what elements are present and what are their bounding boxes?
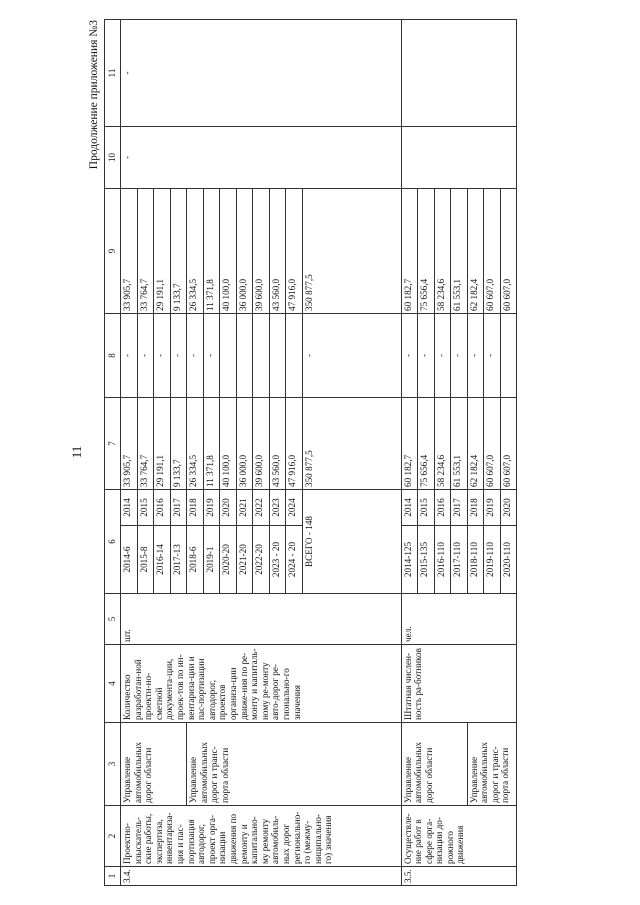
year: 2014 xyxy=(121,490,138,526)
cell-federal xyxy=(500,314,517,398)
target-code: 2016-110 xyxy=(434,526,451,594)
program-table xyxy=(104,19,517,886)
cell-regional: 60 607,0 xyxy=(500,189,517,314)
executor: Управление автомобильных дорог области xyxy=(401,723,467,806)
year: 2019 xyxy=(484,490,501,526)
total-sum: 350 877,5 xyxy=(302,398,401,490)
target-code: 2016-14 xyxy=(154,526,171,594)
year: 2023 xyxy=(269,490,286,526)
target-code: 2015-8 xyxy=(137,526,154,594)
target-code: 2017-110 xyxy=(451,526,468,594)
year: 2022 xyxy=(253,490,270,526)
target-code: 2022-20 xyxy=(253,526,270,594)
cell-total: 29 191,1 xyxy=(154,398,171,490)
target-code: 2018-6 xyxy=(187,526,204,594)
cell-federal: - xyxy=(137,314,154,398)
cell-regional: 61 553,1 xyxy=(451,189,468,314)
cell-local: - xyxy=(121,127,402,189)
cell-regional: 11 371,8 xyxy=(203,189,220,314)
year: 2016 xyxy=(154,490,171,526)
cell-federal: - xyxy=(484,314,501,398)
row-number: 3.4. xyxy=(121,867,402,886)
cell-federal: - xyxy=(467,314,484,398)
target-code: 2017-13 xyxy=(170,526,187,594)
year: 2015 xyxy=(418,490,435,526)
cell-total: 33 764,7 xyxy=(137,398,154,490)
cell-regional: 40 100,0 xyxy=(220,189,237,314)
cell-federal: - xyxy=(121,314,138,398)
cell-regional: 26 334,5 xyxy=(187,189,204,314)
target-code: 2020-110 xyxy=(500,526,517,594)
cell-federal: - xyxy=(170,314,187,398)
cell-total: 11 371,8 xyxy=(203,398,220,490)
unit: шт. xyxy=(121,594,402,645)
col-header-3: 3 xyxy=(105,723,121,806)
col-header-1: 1 xyxy=(105,867,121,886)
target-code: 2018-110 xyxy=(467,526,484,594)
target-code: 2019-1 xyxy=(203,526,220,594)
cell-total: 33 905,7 xyxy=(121,398,138,490)
cell-total: 60 607,0 xyxy=(484,398,501,490)
cell-other xyxy=(401,20,517,127)
unit: чел. xyxy=(401,594,517,645)
col-header-2: 2 xyxy=(105,806,121,867)
year: 2017 xyxy=(451,490,468,526)
col-header-5: 5 xyxy=(105,594,121,645)
cell-federal: - xyxy=(203,314,220,398)
cell-regional: 33 905,7 xyxy=(121,189,138,314)
col-header-7: 7 xyxy=(105,398,121,490)
cell-total: 58 234,6 xyxy=(434,398,451,490)
cell-regional: 43 560,0 xyxy=(269,189,286,314)
cell-federal: - xyxy=(401,314,418,398)
cell-federal xyxy=(269,314,286,398)
cell-total: 43 560,0 xyxy=(269,398,286,490)
cell-total: 62 182,4 xyxy=(467,398,484,490)
year: 2017 xyxy=(170,490,187,526)
cell-total: 9 133,7 xyxy=(170,398,187,490)
indicator: Количество разработан-ной проектн-но-сметной документа-ции, проек-тов по ин-вентариза-ции и пас-портизации автодорог, проектов организа-ции движе-ния по ре-монту и капиталь-ному ре-монту авто-дорог ре-гионально-го значения xyxy=(121,645,402,723)
indicator: Штатная числен-ность ра-ботников xyxy=(401,645,517,723)
year: 2024 xyxy=(286,490,303,526)
cell-regional: 47 916,0 xyxy=(286,189,303,314)
target-code: 2014-6 xyxy=(121,526,138,594)
cell-total: 40 100,0 xyxy=(220,398,237,490)
year: 2018 xyxy=(187,490,204,526)
year: 2016 xyxy=(434,490,451,526)
measure-name: Осуществле-ние работ в сфере орга-низации до-рожного движения xyxy=(401,806,517,867)
cell-regional: 60 607,0 xyxy=(484,189,501,314)
target-code: 2020-20 xyxy=(220,526,237,594)
year: 2020 xyxy=(220,490,237,526)
year: 2018 xyxy=(467,490,484,526)
col-header-11: 11 xyxy=(105,20,121,127)
cell-local xyxy=(401,127,517,189)
year: 2014 xyxy=(401,490,418,526)
year: 2020 xyxy=(500,490,517,526)
cell-regional: 9 133,7 xyxy=(170,189,187,314)
cell-federal xyxy=(220,314,237,398)
cell-other: - xyxy=(121,20,402,127)
cell-federal xyxy=(236,314,253,398)
cell-federal xyxy=(253,314,270,398)
col-header-6: 6 xyxy=(105,490,121,594)
target-code: 2023 - 20 xyxy=(269,526,286,594)
target-code: 2014-125 xyxy=(401,526,418,594)
total-federal: - xyxy=(302,314,401,398)
executor: Управление автомобильных дорог области xyxy=(121,723,187,806)
col-header-4: 4 xyxy=(105,645,121,723)
cell-regional: 39 600,0 xyxy=(253,189,270,314)
col-header-8: 8 xyxy=(105,314,121,398)
cell-total: 60 182,7 xyxy=(401,398,418,490)
col-header-9: 9 xyxy=(105,189,121,314)
cell-federal: - xyxy=(451,314,468,398)
col-header-10: 10 xyxy=(105,127,121,189)
rotated-content xyxy=(88,20,620,886)
page-number: 11 xyxy=(69,445,84,459)
table-row xyxy=(401,20,418,886)
cell-regional: 75 656,4 xyxy=(418,189,435,314)
cell-regional: 36 000,0 xyxy=(236,189,253,314)
measure-name: Проектно-изыскатель-ские работы, экспертиза, инвентариза-ция и пас-портизация автодорог, проект орга-низации движения по ремонту и капитально-му ремонту автомобиль-ных дорог регионально-го (межму-ниципально-го) значения xyxy=(121,806,402,867)
cell-federal: - xyxy=(418,314,435,398)
total-regional: 350 877,5 xyxy=(302,189,401,314)
cell-total: 39 600,0 xyxy=(253,398,270,490)
cell-regional: 33 764,7 xyxy=(137,189,154,314)
cell-total: 47 916,0 xyxy=(286,398,303,490)
total-label: ВСЕГО - 148 xyxy=(302,490,401,594)
cell-regional: 62 182,4 xyxy=(467,189,484,314)
header-row xyxy=(105,20,121,886)
cell-total: 75 656,4 xyxy=(418,398,435,490)
target-code: 2021-20 xyxy=(236,526,253,594)
table-row xyxy=(121,20,138,886)
target-code: 2015-135 xyxy=(418,526,435,594)
cell-regional: 60 182,7 xyxy=(401,189,418,314)
year: 2019 xyxy=(203,490,220,526)
row-number: 3.5. xyxy=(401,867,517,886)
cell-total: 26 334,5 xyxy=(187,398,204,490)
cell-federal xyxy=(286,314,303,398)
cell-total: 60 607,0 xyxy=(500,398,517,490)
target-code: 2019-110 xyxy=(484,526,501,594)
cell-federal: - xyxy=(187,314,204,398)
cell-regional: 29 191,1 xyxy=(154,189,171,314)
cell-federal: - xyxy=(154,314,171,398)
appendix-caption: Продолжение приложения №3 xyxy=(88,20,100,170)
cell-total: 61 553,1 xyxy=(451,398,468,490)
cell-regional: 58 234,6 xyxy=(434,189,451,314)
cell-federal: - xyxy=(434,314,451,398)
cell-total: 36 000,0 xyxy=(236,398,253,490)
executor: Управление автомобильных дорог и транс-порта области xyxy=(467,723,517,806)
executor: Управление автомобильных дорог и транс-порта области xyxy=(187,723,402,806)
target-code: 2024 - 20 xyxy=(286,526,303,594)
year: 2021 xyxy=(236,490,253,526)
year: 2015 xyxy=(137,490,154,526)
